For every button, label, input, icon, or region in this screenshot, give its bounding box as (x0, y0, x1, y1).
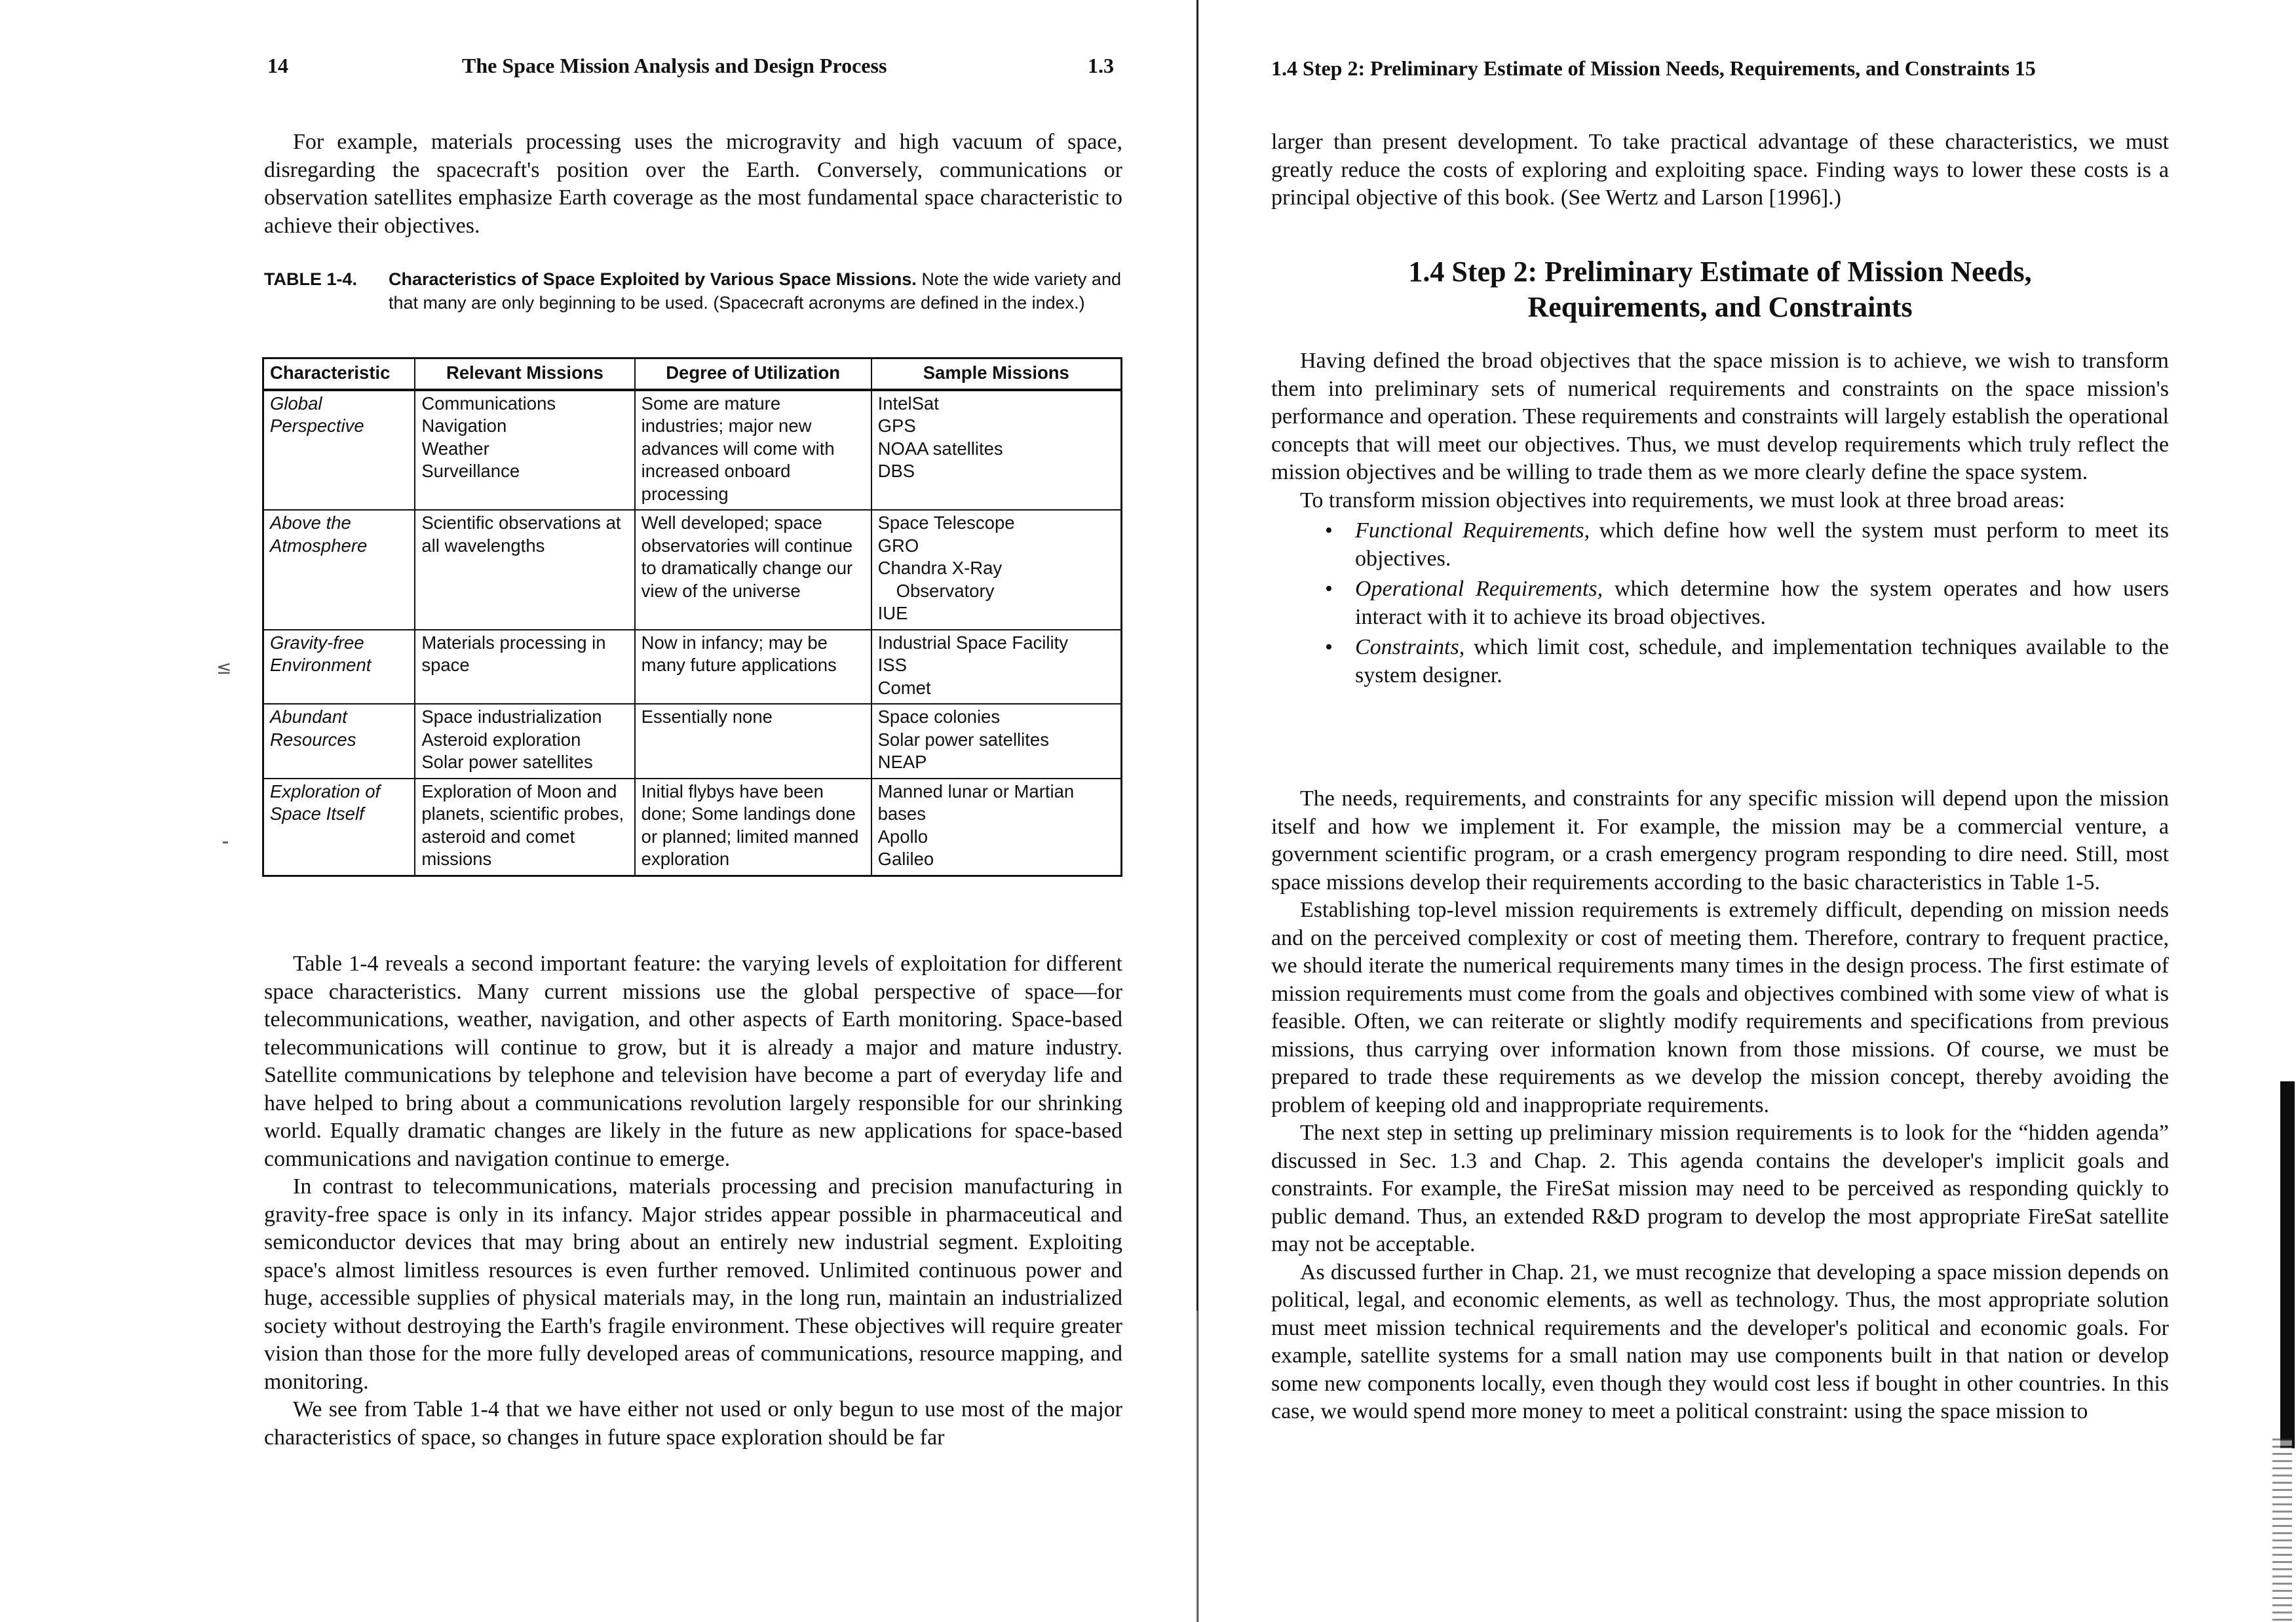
section-number: 1.3 (1088, 54, 1114, 77)
requirements-list (1271, 517, 2169, 689)
paragraph: The next step in setting up preliminary mission requirements is to look for the “hidden agenda” discussed in Sec. 1.3 and Chap. 2. This agenda contains the developer's implicit goals and constraints. For example, the FireSat mission may need to be perceived as responding quickly to public demand. Thus, an extended R&D program to develop the most appropriate FireSat satellite may not be acceptable. (1271, 1121, 2169, 1256)
missions-cell (415, 779, 634, 876)
mission-entry: Scientific observations at all wavelengths (421, 512, 621, 556)
paragraph: To transform mission objectives into requirements, we must look at three broad areas: (1300, 488, 2065, 512)
list-item-text: which determine how the system operates and how users interact with it to achieve its broad objectives. (1355, 577, 2170, 629)
sample-entry: Space colonies (877, 706, 1001, 727)
sample-entry: NOAA satellites (877, 438, 1003, 459)
table-caption-rest: Note the wide variety and that many are only beginning to be used. (Spacecraft acronyms are defined in the index.) (389, 269, 1121, 313)
sample-entry: Solar power satellites (877, 729, 1049, 750)
missions-cell (415, 630, 634, 705)
sample-entry: Apollo (877, 826, 928, 847)
intro-paragraph (264, 128, 1122, 240)
table-caption-text (389, 267, 1122, 315)
sample-entry: ISS (877, 655, 907, 675)
table-body (263, 390, 1122, 876)
sample-entry: Manned lunar or Martian bases (877, 781, 1075, 824)
missions-cell (415, 704, 634, 779)
table-header-row (263, 358, 1122, 390)
missions-cell (415, 390, 634, 511)
column-header: Characteristic (263, 358, 415, 390)
list-item (1317, 575, 2169, 631)
mission-entry: Communications (421, 393, 556, 414)
table-caption (264, 267, 1122, 315)
list-item (1317, 517, 2169, 573)
mission-entry: Solar power satellites (421, 752, 593, 772)
characteristic-cell: Exploration of Space Itself (263, 779, 415, 876)
column-header: Sample Missions (871, 358, 1122, 390)
mission-entry: Navigation (421, 415, 507, 436)
paragraph: We see from Table 1-4 that we have either not used or only begun to use most of the major characteristics of space, so changes in future space exploration should be far (264, 1397, 1122, 1450)
characteristic-cell: Above the Atmosphere (263, 510, 415, 630)
characteristic-cell: Abundant Resources (263, 704, 415, 779)
characteristics-table (262, 357, 1122, 877)
column-header: Relevant Missions (415, 358, 634, 390)
sample-entry: Observatory (896, 580, 995, 601)
samples-cell (871, 390, 1122, 511)
utilization-cell: Essentially none (635, 704, 871, 779)
section-heading (1271, 254, 2169, 325)
book-spine-shadow (1196, 1311, 1198, 1622)
sample-entry: DBS (877, 461, 915, 481)
section-intro (1271, 347, 2169, 689)
paragraph: Establishing top-level mission requirements is extremely difficult, depending on mission needs and on the perceived complexity or cost of meeting them. Therefore, contrary to frequent practice, we should iterate the numerical requirements many times in the design process. The first estimate of mission requirements must come from the goals and objectives combined with some view of what is feasible. Often, we can reiterate or slightly modify requirements and specifications from previous missions, thus carrying over information known from those missions. Of course, we must be prepared to trade these requirements as we develop the mission concept, thereby avoiding the problem of keeping old and inappropriate requirements. (1271, 898, 2169, 1117)
running-header: 1.4 Step 2: Preliminary Estimate of Mission Needs, Requirements, and Constraints 15 (1271, 56, 2036, 80)
table-row (263, 630, 1122, 705)
mission-entry: Exploration of Moon and planets, scientific probes, asteroid and comet missions (421, 781, 624, 869)
body-text (1271, 785, 2169, 1426)
paragraph: In contrast to telecommunications, materials processing and precision manufacturing in gravity-free space is only in its infancy. Major strides appear possible in pharmaceutical and semiconductor devices that may bring about an entirely new industrial segment. Exploiting space's almost limitless resources is even further removed. Unlimited continuous power and huge, accessible supplies of physical materials may, in the long run, maintain an industrialized society without destroying the Earth's fragile environment. These objectives will require greater vision than those for the more fully developed areas of communications, resource mapping, and monitoring. (264, 1174, 1122, 1394)
utilization-cell: Well developed; space observatories will continue to dramatically change our view of the universe (635, 510, 871, 630)
sample-entry: GRO (877, 535, 919, 556)
table-row (263, 704, 1122, 779)
right-page (1199, 0, 2296, 1622)
samples-cell (871, 510, 1122, 630)
paragraph: For example, materials processing uses the microgravity and high vacuum of space, disregarding the spacecraft's position over the Earth. Conversely, communications or observation satellites emphasize Earth coverage as the most fundamental space characteristic to achieve their objectives. (264, 130, 1122, 238)
sample-entry: NEAP (877, 752, 927, 772)
sample-entry: Industrial Space Facility (877, 632, 1068, 653)
list-item-term: Functional Requirements, (1355, 518, 1590, 543)
table-row (263, 390, 1122, 511)
table-label: TABLE 1-4. (264, 269, 358, 289)
list-item-text: which limit cost, schedule, and implementation techniques available to the system designer. (1355, 635, 2169, 687)
sample-entry: IntelSat (877, 393, 939, 414)
sample-entry: Chandra X-Ray (877, 558, 1003, 578)
samples-cell (871, 630, 1122, 705)
missions-cell (415, 510, 634, 630)
mission-entry: Materials processing in space (421, 632, 606, 675)
list-item-text: which define how well the system must perform to meet its objectives. (1355, 518, 2169, 571)
scan-edge-bar (2280, 1081, 2295, 1448)
characteristic-cell: Global Perspective (263, 390, 415, 511)
utilization-cell: Some are mature industries; major new advances will come with increased onboard processing (635, 390, 871, 511)
column-header: Degree of Utilization (635, 358, 871, 390)
table-row (263, 779, 1122, 876)
section-heading-line: 1.4 Step 2: Preliminary Estimate of Mission Needs, (1408, 256, 2032, 288)
table-row (263, 510, 1122, 630)
utilization-cell: Initial flybys have been done; Some landings done or planned; limited manned exploration (635, 779, 871, 876)
scan-dot (223, 841, 228, 843)
page-number: 14 (267, 54, 288, 77)
paragraph: Table 1-4 reveals a second important feature: the varying levels of exploitation for different space characteristics. Many current missions use the global perspective of space—for telecommunications, weather, navigation, and other aspects of Earth monitoring. Space-based telecommunications will continue to grow, but it is already a major and mature industry. Satellite communications by telephone and television have become a part of everyday life and have helped to bring about a communications revolution largely responsible for our shrinking world. Equally dramatic changes are likely in the future as new applications for space-based communications and navigation continue to emerge. (264, 952, 1122, 1171)
sample-entry: Galileo (877, 849, 934, 869)
samples-cell (871, 779, 1122, 876)
list-item-term: Constraints, (1355, 635, 1465, 659)
characteristic-cell: Gravity-free Environment (263, 630, 415, 705)
mission-entry: Space industrialization (421, 706, 602, 727)
table-caption-bold: Characteristics of Space Exploited by Various Space Missions. (389, 269, 917, 289)
samples-cell (871, 704, 1122, 779)
mission-entry: Asteroid exploration (421, 729, 581, 750)
section-heading-line: Requirements, and Constraints (1527, 291, 1913, 323)
running-title: The Space Mission Analysis and Design Process (462, 54, 887, 77)
continued-text (1271, 128, 2169, 212)
sample-entry: IUE (877, 603, 908, 623)
body-text (264, 950, 1122, 1452)
sample-entry: GPS (877, 415, 916, 436)
scan-edge-ticks (2272, 1439, 2292, 1622)
paragraph: larger than present development. To take practical advantage of these characteristics, we must greatly reduce the costs of exploring and exploiting space. Finding ways to lower these costs is a principal objective of this book. (See Wertz and Larson [1996].) (1271, 130, 2169, 210)
paragraph: The needs, requirements, and constraints for any specific mission will depend upon the mission itself and how we implement it. For example, the mission may be a commercial venture, a government scientific program, or a crash emergency program responding to dire need. Still, most space missions develop their requirements according to the basic characteristics in Table 1-5. (1271, 786, 2169, 895)
mission-entry: Surveillance (421, 461, 520, 481)
list-item (1317, 634, 2169, 689)
scan-margin-mark: ≤ (216, 657, 232, 678)
paragraph: As discussed further in Chap. 21, we must recognize that developing a space mission depends on political, legal, and economic elements, as well as technology. Thus, the most appropriate solution must meet mission technical requirements and the developer's political and economic goals. For example, satellite systems for a small nation may use components built in that nation or develop some new components locally, even though they would cost less if bought in other countries. In this case, we would spend more money to meet a political constraint: using the space mission to (1271, 1260, 2169, 1423)
utilization-cell: Now in infancy; may be many future applications (635, 630, 871, 705)
sample-entry: Space Telescope (877, 512, 1015, 533)
list-item-term: Operational Requirements, (1355, 577, 1603, 601)
paragraph: Having defined the broad objectives that the space mission is to achieve, we wish to transform them into preliminary sets of numerical requirements and constraints on the space mission's performance and operation. These requirements and constraints will largely establish the operational concepts that will meet our objectives. Thus, we must develop requirements which truly reflect the mission objectives and be willing to trade them as we more clearly define the space system. (1271, 349, 2169, 484)
sample-entry: Comet (877, 677, 931, 698)
mission-entry: Weather (421, 438, 489, 459)
